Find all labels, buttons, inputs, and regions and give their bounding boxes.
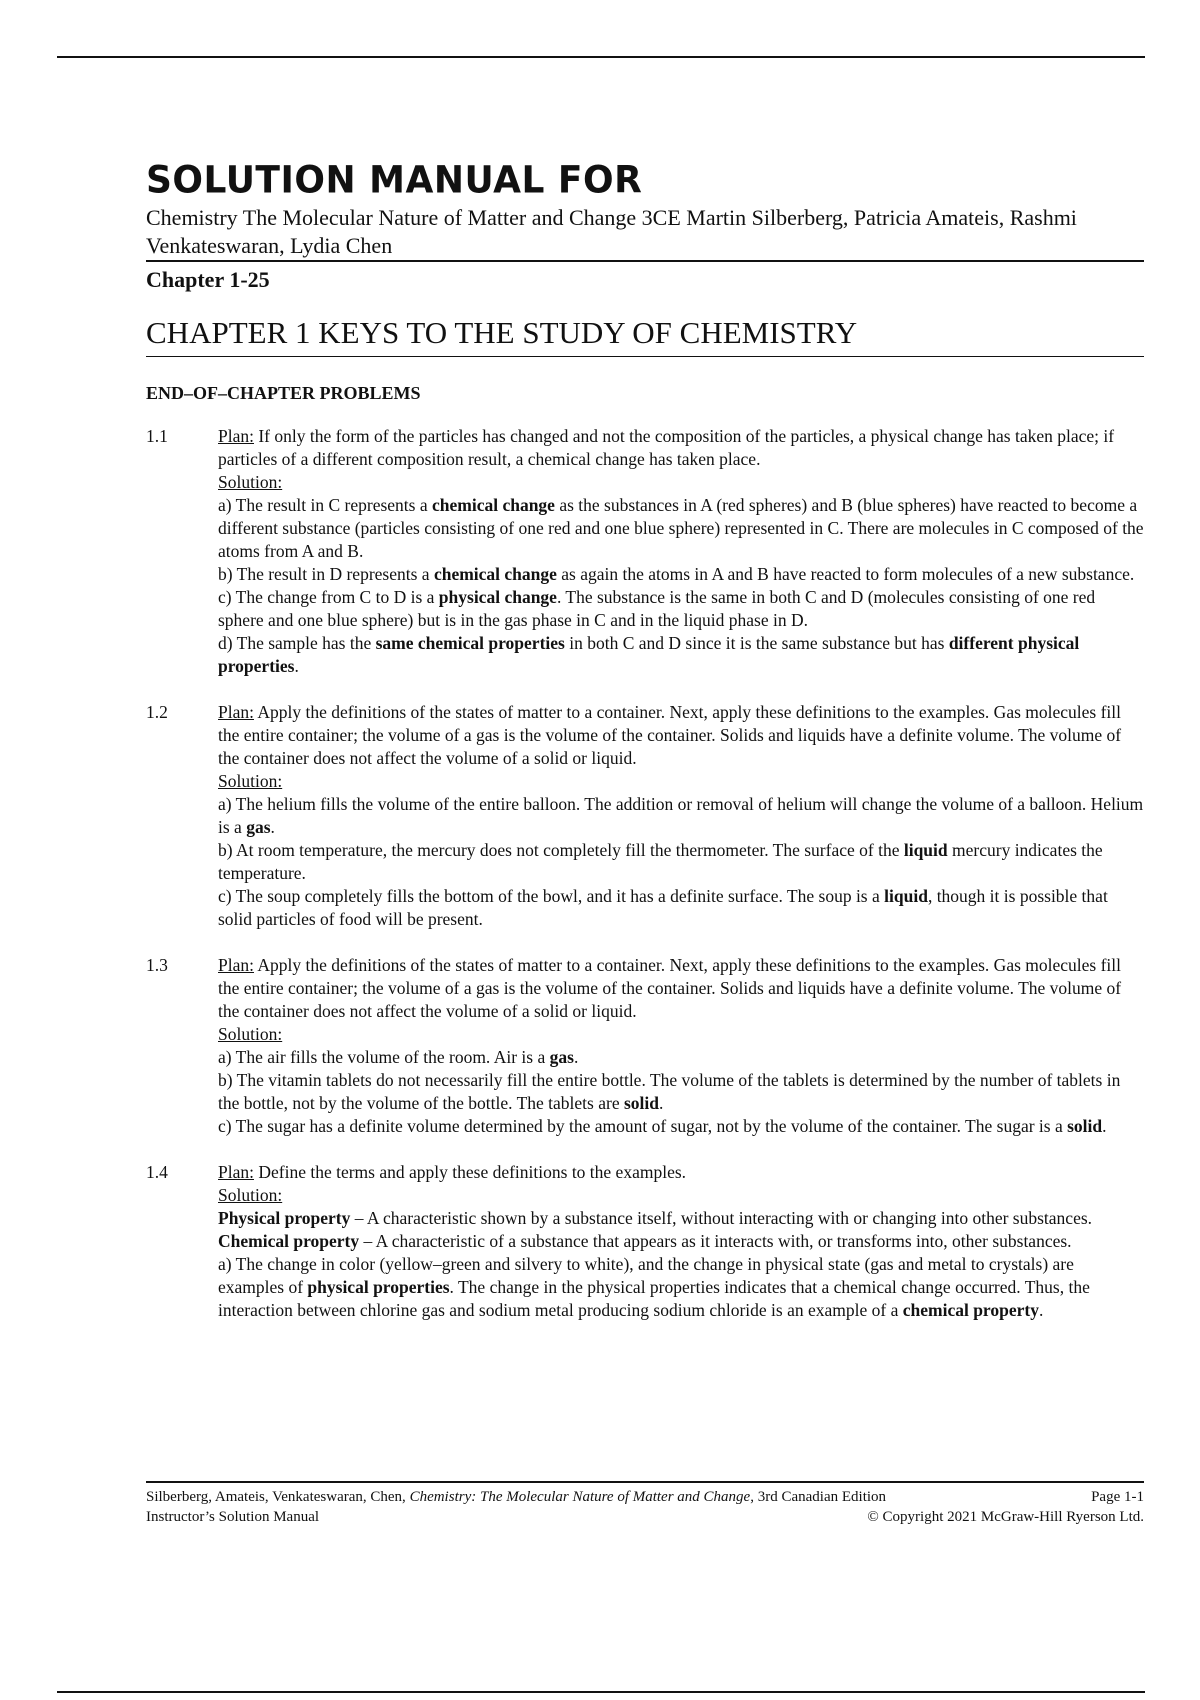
chapter-range: Chapter 1-25 [146,266,270,292]
top-rule [57,56,1145,58]
chapter-title: CHAPTER 1 KEYS TO THE STUDY OF CHEMISTRY [146,314,858,350]
plan-text: Define the terms and apply these definitions to the examples. [258,1162,687,1182]
plan-paragraph [218,701,1144,770]
answer-a: a) The air fills the volume of the room. Air is a gas. [218,1047,579,1067]
answer-b: b) The vitamin tablets do not necessarily fill the entire bottle. The volume of the tablets is determined by the number of tablets in the bottle, not by the volume of the bottle. The tablets are solid. [218,1070,1121,1113]
answer-a: a) The result in C represents a chemical change as the substances in A (red spheres) and B (blue spheres) have reacted to become a different substance (particles consisting of one red and one blue sphere) represented in C. There are molecules in C composed of the atoms from A and B. [218,495,1144,561]
answer-c: c) The soup completely fills the bottom of the bowl, and it has a definite surface. The soup is a liquid, though it is possible that solid particles of food will be present. [218,886,1108,929]
definition-physical-property: Physical property – A characteristic shown by a substance itself, without interacting with or changing into other substances. [218,1208,1093,1228]
problem-number: 1.2 [146,702,168,722]
problem-1-4 [146,1161,1144,1322]
plan-label: Plan: [218,702,254,722]
plan-label: Plan: [218,955,254,975]
solution-label: Solution: [218,1185,283,1205]
footer-rule [146,1481,1144,1483]
page-number: Page 1-1 [1091,1488,1144,1505]
answer-b: b) At room temperature, the mercury does not completely fill the thermometer. The surface of the liquid mercury indicates the temperature. [218,840,1103,883]
plan-label: Plan: [218,1162,254,1182]
plan-text: Apply the definitions of the states of matter to a container. Next, apply these definitions to the examples. Gas molecules fill the entire container; the volume of a gas is the volume of the container. Solids and liquids have a definite volume. The volume of the container does not affect the volume of a solid or liquid. [218,955,1122,1021]
answer-b: b) The result in D represents a chemical change as again the atoms in A and B have reacted to form molecules of a new substance. [218,564,1135,584]
answer-a: a) The helium fills the volume of the entire balloon. The addition or removal of helium will change the volume of a balloon. Helium is a gas. [218,794,1144,837]
problem-number: 1.3 [146,955,168,975]
problem-body [218,1161,1144,1322]
title-rule [146,260,1144,262]
footer-copyright: © Copyright 2021 McGraw-Hill Ryerson Ltd. [867,1508,1144,1525]
answer-d: d) The sample has the same chemical properties in both C and D since it is the same substance but has different physical properties. [218,633,1080,676]
footer-manual: Instructor’s Solution Manual [146,1508,320,1525]
answer-a: a) The change in color (yellow–green and silvery to white), and the change in physical state (gas and metal to crystals) are examples of physical properties. The change in the physical properties indicates that a chemical change occurred. Thus, the interaction between chlorine gas and sodium metal producing sodium chloride is an example of a chemical property. [218,1254,1090,1320]
problem-number: 1.1 [146,426,168,446]
problem-list [146,425,1144,1322]
problem-body [218,954,1144,1138]
answer-c: c) The change from C to D is a physical change. The substance is the same in both C and D (molecules consisting of one red sphere and one blue sphere) but is in the gas phase in C and in the liquid phase in D. [218,587,1096,630]
chapter-rule [146,356,1144,358]
plan-paragraph [218,1161,1144,1184]
bottom-rule [57,1691,1145,1693]
problem-1-2 [146,701,1144,931]
answer-c: c) The sugar has a definite volume determined by the amount of sugar, not by the volume of the container. The sugar is a solid. [218,1116,1107,1136]
footer-row-1 [146,1487,1144,1507]
problem-1-3 [146,954,1144,1138]
footer-citation: Silberberg, Amateis, Venkateswaran, Chen, Chemistry: The Molecular Nature of Matter and Change, 3rd Canadian Edition [146,1488,887,1505]
page-content [146,158,1144,1345]
problem-body [218,701,1144,931]
plan-paragraph [218,954,1144,1023]
problem-1-1 [146,425,1144,678]
page-footer [146,1481,1144,1527]
solution-label: Solution: [218,472,283,492]
plan-paragraph [218,425,1144,471]
book-title: Chemistry The Molecular Nature of Matter and Change 3CE Martin Silberberg, Patricia Amateis, Rashmi Venkateswaran, Lydia Chen [146,205,1077,258]
plan-text: If only the form of the particles has changed and not the composition of the particles, a physical change has taken place; if particles of a different composition result, a chemical change has taken place. [218,426,1115,469]
section-heading: END–OF–CHAPTER PROBLEMS [146,383,421,403]
manual-title: SOLUTION MANUAL FOR [146,159,643,203]
problem-body [218,425,1144,678]
definition-chemical-property: Chemical property – A characteristic of a substance that appears as it interacts with, or transforms into, other substances. [218,1231,1072,1251]
solution-label: Solution: [218,1024,283,1044]
solution-label: Solution: [218,771,283,791]
plan-label: Plan: [218,426,254,446]
plan-text: Apply the definitions of the states of matter to a container. Next, apply these definitions to the examples. Gas molecules fill the entire container; the volume of a gas is the volume of the container. Solids and liquids have a definite volume. The volume of the container does not affect the volume of a solid or liquid. [218,702,1122,768]
problem-number: 1.4 [146,1162,168,1182]
footer-row-2 [146,1507,1144,1527]
